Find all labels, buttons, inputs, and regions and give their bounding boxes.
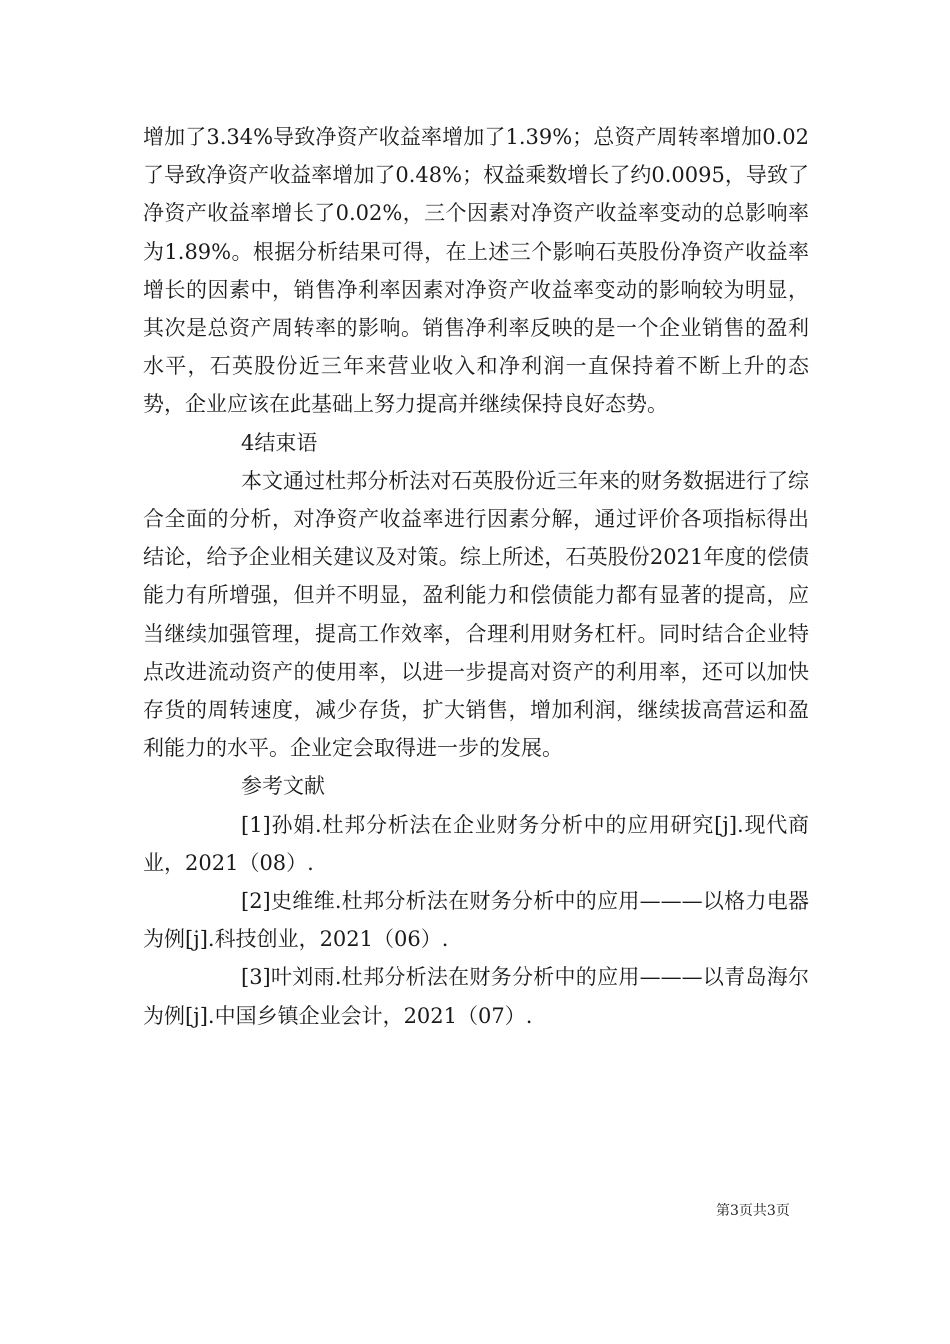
reference-item: [3]叶刘雨.杜邦分析法在财务分析中的应用———以青岛海尔为例[j].中国乡镇企业会计，2021（07）.	[143, 965, 809, 1028]
document-body	[143, 118, 809, 1035]
reference-item: [2]史维维.杜邦分析法在财务分析中的应用———以格力电器为例[j].科技创业，2021（06）.	[143, 889, 809, 952]
body-paragraph: 本文通过杜邦分析法对石英股份近三年来的财务数据进行了综合全面的分析，对净资产收益率进行因素分解，通过评价各项指标得出结论，给予企业相关建议及对策。综上所述，石英股份2021年度的偿债能力有所增强，但并不明显，盈利能力和偿债能力都有显著的提高，应当继续加强管理，提高工作效率，合理利用财务杠杆。同时结合企业特点改进流动资产的使用率，以进一步提高对资产的利用率，还可以加快存货的周转速度，减少存货，扩大销售，增加利润，继续拔高营运和盈利能力的水平。企业定会取得进一步的发展。	[143, 468, 809, 761]
references-heading: 参考文献	[241, 774, 325, 799]
page-number-footer: 第3页共3页	[716, 1203, 790, 1219]
reference-item: [1]孙娟.杜邦分析法在企业财务分析中的应用研究[j].现代商业，2021（08）.	[143, 812, 809, 875]
body-paragraph: 增加了3.34%导致净资产收益率增加了1.39%；总资产周转率增加0.02了导致净资产收益率增加了0.48%；权益乘数增长了约0.0095，导致了净资产收益率增长了0.02%，三个因素对净资产收益率变动的总影响率为1.89%。根据分析结果可得，在上述三个影响石英股份净资产收益率增长的因素中，销售净利率因素对净资产收益率变动的影响较为明显，其次是总资产周转率的影响。销售净利率反映的是一个企业销售的盈利水平，石英股份近三年来营业收入和净利润一直保持着不断上升的态势，企业应该在此基础上努力提高并继续保持良好态势。	[143, 125, 809, 417]
section-heading: 4结束语	[241, 430, 318, 455]
